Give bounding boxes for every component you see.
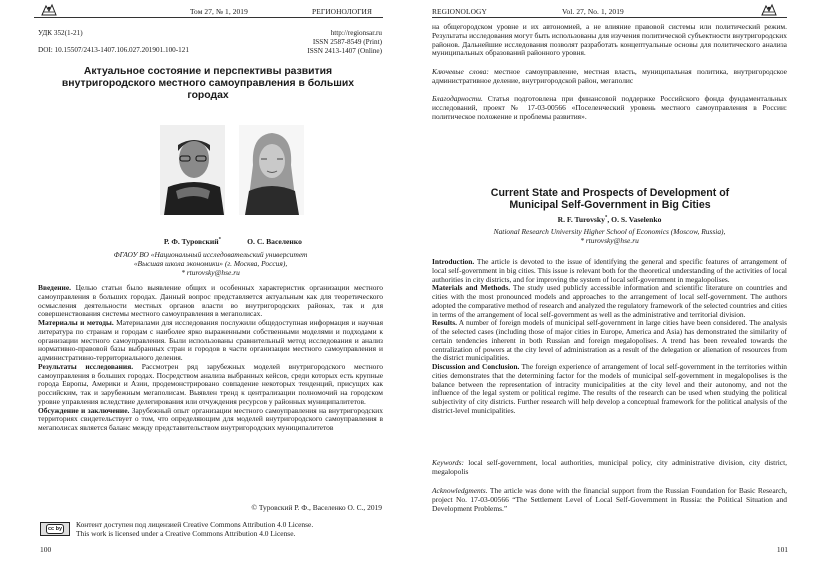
header-volume-en: Vol. 27, No. 1, 2019 [562, 7, 624, 16]
header-journal: РЕГИОНОЛОГИЯ [312, 7, 372, 16]
header-rule [432, 17, 787, 18]
license-text [76, 521, 313, 539]
abstract-results: Результаты исследования. Рассмотрен ряд зарубежных моделей внутригородского местного самоуправления в больших городах. Посредством анализа выбранных кейсов, среди которых есть крупные города Европы, Америки и Азии, продемонстрировано совпадение некоторых тенденций, присущих как российским, так и зарубежным мегаполисам. Выявлен тренд к централизации полномочий на городском уровне управления вследствие делегирования или отчуждения ресурсов у районных муниципалитетов. [38, 361, 383, 406]
page-number-right: 101 [776, 545, 788, 554]
issn-online: ISSN 2413-1407 (Online) [307, 47, 382, 55]
article-title-ru: Актуальное состояние и перспективы развития внутригородского местного самоуправления в больших городах [61, 66, 355, 102]
keywords-ru: Ключевые слова: местное самоуправление, местная власть, муниципальная политика, внутригородское административное деление, внутригородской район, мегаполис [432, 67, 787, 85]
affiliation-en: National Research University Higher School of Economics (Moscow, Russia), * rturovsky@hse.ru [432, 228, 787, 246]
abstract-methods: Материалы и методы. Материалами для исследования послужили общедоступная информация и научная литература по странам и городам с наиболее ярко выраженными собственными моделями и подходами к организации местного самоуправления. Были использованы сравнительный метод исследования и анализ нормативно-правовой базы выбранных стран и городов в части организации местного самоуправления и административно-территориального деления. [38, 318, 384, 362]
journal-site [307, 29, 382, 56]
abstract-ru-continued: на общегородском уровне и их автономией, а не влияние правовой системы или политический режим. Результаты исследования могут быть использованы для изучения политической субъектности внутригородских районов. Дальнейшие исследования позволят разработать концептуальные основы для политического анализа муниципальных образований районного уровня. [432, 22, 787, 58]
author-email[interactable]: * rturovsky@hse.ru [181, 267, 240, 277]
author2-name: О. С. Васеленко [247, 237, 302, 246]
keywords-en: Keywords: local self-government, local authorities, municipal policy, city administrative division, city district, megalopolis [432, 458, 787, 476]
abstract-en-methods: Materials and Methods. The study used publicly accessible information and scientific literature on countries and cities with the most pronounced models and approaches to the arrangement of local self-government. The authors adopted the comparative method of research and analyzed the regulatory framework of the selected countries and cities in terms of the arrangement of local self-government as well as the administrative and territorial division. [432, 283, 787, 319]
journal-logo-icon [760, 3, 778, 17]
authors-en: R. F. Turovsky*, O. S. Vaselenko [557, 215, 662, 224]
acknowledgments-ru: Благодарности. Статья подготовлена при финансовой поддержке Российского фонда фундаментальных исследований, проект № 17-03-00566 «Поселенческий уровень местного самоуправления в России: политическое положение и проблемы развития». [432, 94, 787, 121]
abstract-intro: Введение. Целью статьи было выявление общих и особенных характеристик организации местного самоуправления в больших городах. Данный вопрос представляется актуальным как для теоретического осмысления деятельности местных органов власти во внутригородских районах, так и для совершенствования системы местного самоуправления в мегаполисах. [38, 283, 383, 319]
license-ru: Контент доступен под лицензией Creative Commons Attribution 4.0 License. [76, 520, 314, 529]
right-page [410, 0, 820, 566]
cc-license-badge-icon[interactable] [40, 522, 70, 536]
license-en[interactable]: This work is licensed under a Creative Commons Attribution 4.0 License. [76, 528, 296, 538]
article-title-en: Current State and Prospects of Development of Municipal Self-Government in Big Cities [490, 187, 730, 212]
acknowledgments-en: Acknowledgments. The article was done with the financial support from the Russian Foundation for Basic Research, project No. 17-03-00566 “The Settlement Level of Local Self-Government in Russia: the Political Situation and Development Problems.” [432, 486, 787, 513]
abstract-en [432, 258, 787, 416]
header-journal-en: REGIONOLOGY [432, 7, 487, 16]
journal-logo-icon [40, 3, 58, 17]
abstract-en-intro: Introduction. The article is devoted to the issue of identifying the general and specific features of arrangement of local self-government in big cities. This issue is relevant both for the theoretical understanding of the activities of local authorities in city districts, and for improving the system of local self-government in megalopolises. [432, 257, 787, 284]
abstract-ru [38, 284, 383, 433]
abstract-discussion: Обсуждение и заключение. Зарубежный опыт организации местного самоуправления на внутригородских территориях свидетельствует о том, что определяющим для моделей внутригородского самоуправления в мегаполисах является баланс между представительством внутригородских муниципалитетов [38, 405, 384, 432]
author1-photo [160, 125, 225, 215]
abstract-en-results: Results. A number of foreign models of municipal self-government in large cities have been considered. The analysis of the selected cases (including those of major cities in Europe, America and Asia) has demonstrated the similarity of certain tendencies inherent in both Russian and foreign megalopolises. A trend has been revealed towards the centralization of powers at the city level of administration as a result of the delegation or alienation of resources from the district municipalities. [432, 318, 787, 363]
site-link[interactable]: http://regionsar.ru [330, 29, 382, 37]
author1-name: Р. Ф. Туровский* [163, 237, 222, 246]
udc: УДК 352(1-21) [38, 29, 83, 37]
header-volume: Том 27, № 1, 2019 [190, 7, 248, 16]
affiliation-ru: ФГАОУ ВО «Национальный исследовательский университет «Высшая школа экономики» (г. Москва, Россия), * rturovsky@hse.ru [38, 251, 383, 277]
author-email-en[interactable]: * rturovsky@hse.ru [580, 235, 639, 245]
cc-icon: cc by [47, 526, 63, 532]
copyright: © Туровский Р. Ф., Васеленко О. С., 2019 [251, 503, 382, 512]
header-rule [34, 17, 383, 18]
doi: DOI: 10.15507/2413-1407.106.027.201901.100-121 [38, 46, 189, 54]
page-number-left: 100 [40, 545, 52, 554]
author2-photo [239, 125, 304, 215]
issn-print: ISSN 2587-8549 (Print) [312, 38, 382, 46]
abstract-en-discussion: Discussion and Conclusion. The foreign experience of arrangement of local self-government in the territories within cities demonstrates that the determining factor for the models of municipal self-government in megalopolises is the balance between the representation of intracity municipalities at the city level and their autonomy, and not the influence of the legal system or political regime. The results of the research can be used when studying the political subjectivity of city districts. Further research will help develop a conceptual framework for the political analysis of the district-level municipalities. [432, 362, 787, 415]
